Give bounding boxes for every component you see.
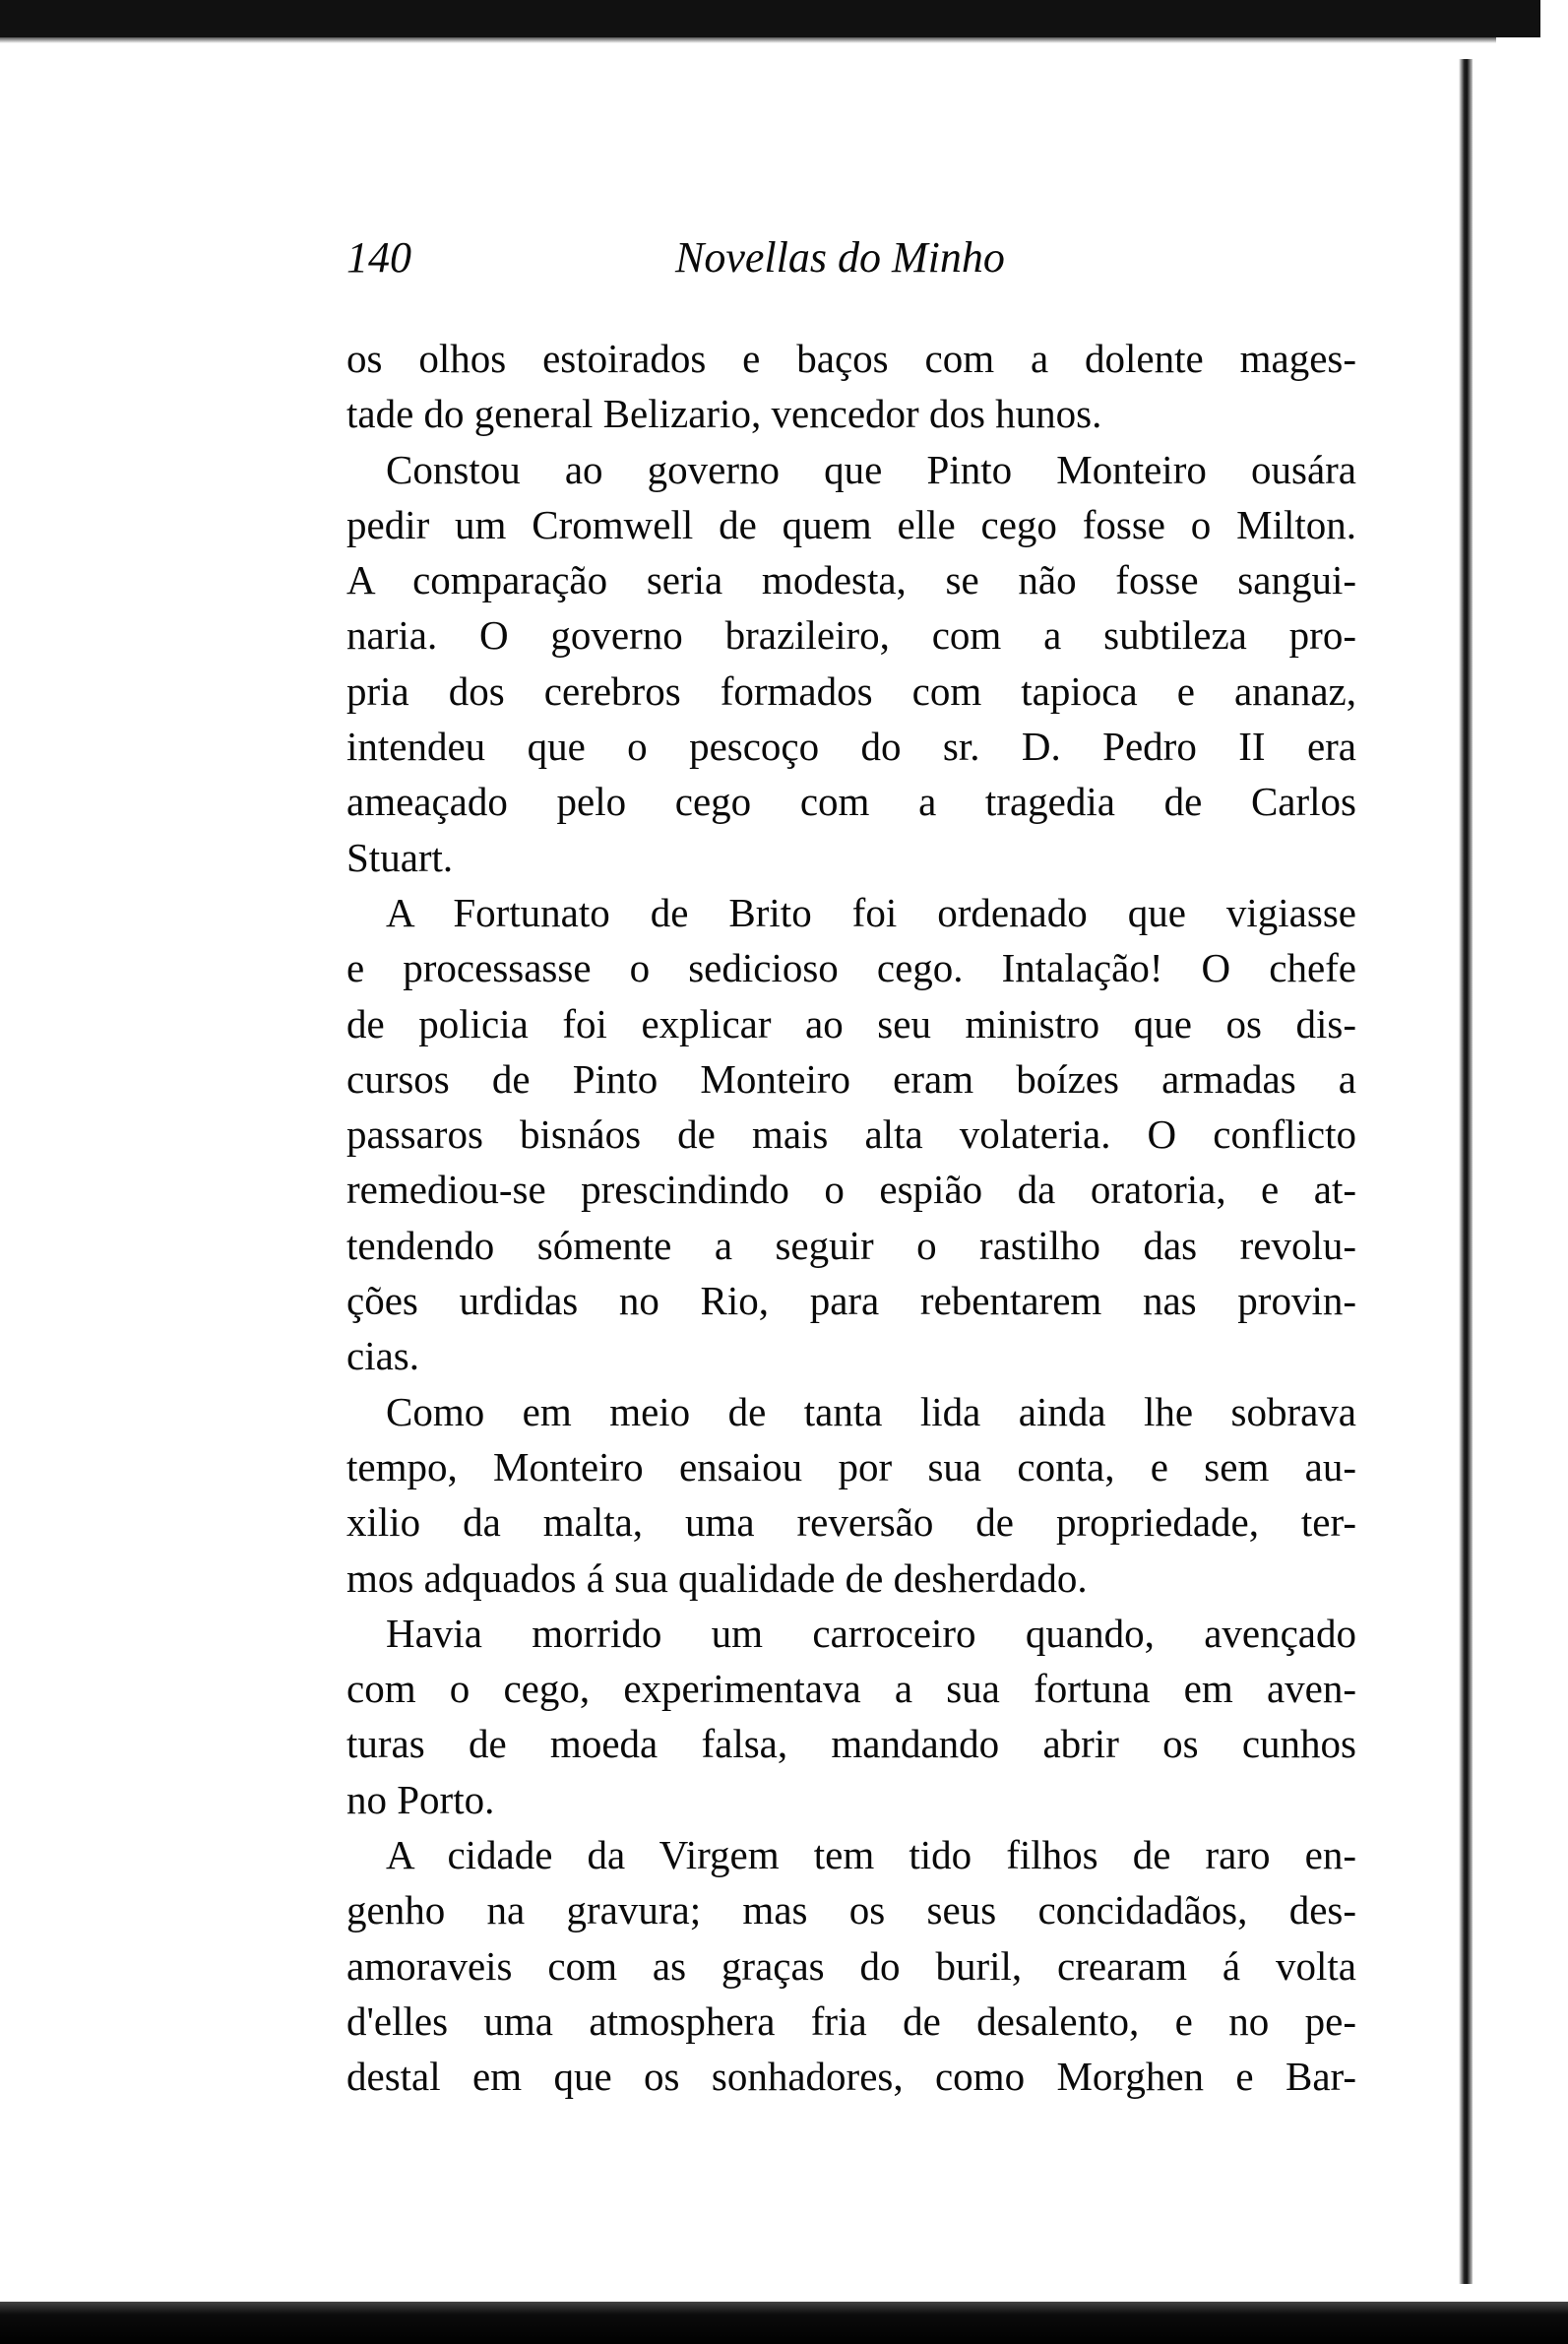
- text-line: tempo, Monteiro ensaiou por sua conta, e sem au-: [346, 1443, 1356, 1489]
- text-line: A comparação seria modesta, se não fosse sangui-: [346, 557, 1356, 603]
- scan-top-edge: [0, 0, 1540, 37]
- text-line: ções urdidas no Rio, para rebentarem nas provin-: [346, 1278, 1356, 1324]
- scan-top-shadow: [0, 37, 1496, 43]
- text-line: mos adquados á sua qualidade de desherdado.: [346, 1554, 1088, 1601]
- text-line: pria dos cerebros formados com tapioca e ananaz,: [346, 667, 1356, 714]
- text-line: Stuart.: [346, 834, 454, 880]
- body-text: [346, 331, 1356, 2105]
- text-line: destal em que os sonhadores, como Morghen e Bar-: [346, 2054, 1356, 2100]
- text-line: Constou ao governo que Pinto Monteiro ousára: [386, 446, 1356, 492]
- text-line: amoraveis com as graças do buril, crearam á volta: [346, 1942, 1356, 1989]
- page-header: [346, 232, 1356, 291]
- text-line: os olhos estoirados e baços com a dolente mages-: [346, 336, 1356, 381]
- running-title: Novellas do Minho: [675, 233, 1005, 282]
- text-line: passaros bisnáos de mais alta volateria. O conflicto: [346, 1111, 1356, 1158]
- text-line: ameaçado pelo cego com a tragedia de Carlos: [346, 779, 1356, 825]
- text-line: A Fortunato de Brito foi ordenado que vigiasse: [386, 889, 1356, 935]
- text-line: d'elles uma atmosphera fria de desalento, e no pe-: [346, 1997, 1356, 2044]
- scan-bottom-edge: [0, 2302, 1568, 2344]
- text-line: de policia foi explicar ao seu ministro que os dis-: [346, 1000, 1356, 1046]
- text-line: naria. O governo brazileiro, com a subtileza pro-: [346, 612, 1356, 659]
- text-line: pedir um Cromwell de quem elle cego fosse o Milton.: [346, 501, 1356, 547]
- text-line: genho na gravura; mas os seus concidadãos, des-: [346, 1887, 1356, 1933]
- text-line: com o cego, experimentava a sua fortuna em aven-: [346, 1666, 1356, 1712]
- page-number: 140: [346, 233, 411, 282]
- text-line: A cidade da Virgem tem tido filhos de raro en-: [386, 1832, 1356, 1878]
- text-line: Havia morrido um carroceiro quando, avençado: [386, 1610, 1356, 1656]
- text-line: tendendo sómente a seguir o rastilho das revolu-: [346, 1222, 1356, 1268]
- text-line: Como em meio de tanta lida ainda lhe sobrava: [386, 1388, 1356, 1434]
- text-line: cursos de Pinto Monteiro eram boízes armadas a: [346, 1055, 1356, 1102]
- text-line: tade do general Belizario, vencedor dos hunos.: [346, 391, 1102, 437]
- text-line: xilio da malta, uma reversão de propriedade, ter-: [346, 1499, 1356, 1546]
- text-line: turas de moeda falsa, mandando abrir os cunhos: [346, 1721, 1356, 1767]
- text-line: e processasse o sedicioso cego. Intalação! O chefe: [346, 945, 1356, 991]
- text-line: remediou-se prescindindo o espião da oratoria, e at-: [346, 1167, 1356, 1213]
- scan-page-gutter: [1459, 59, 1473, 2284]
- text-line: intendeu que o pescoço do sr. D. Pedro II era: [346, 724, 1356, 770]
- text-line: no Porto.: [346, 1776, 495, 1822]
- text-line: cias.: [346, 1333, 419, 1379]
